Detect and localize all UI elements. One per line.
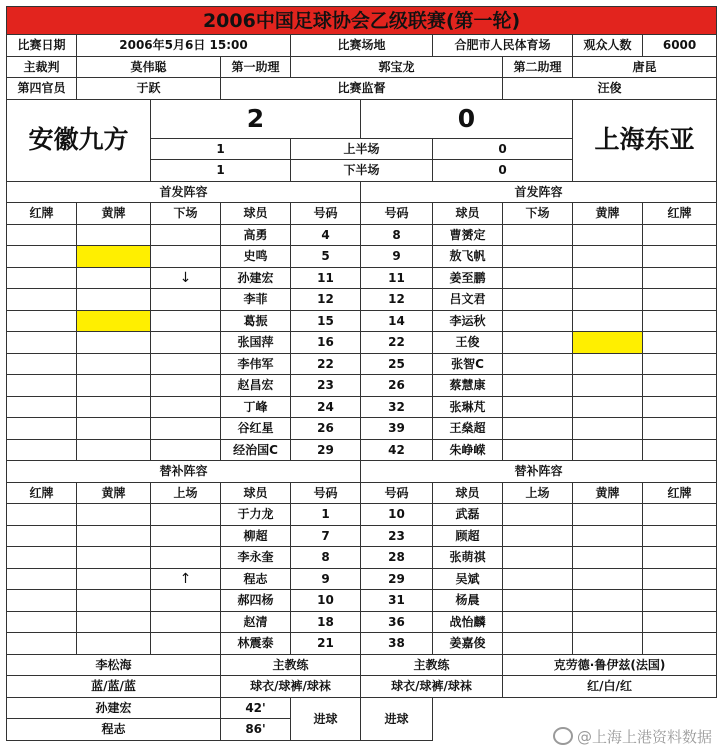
away-player-number: 10: [361, 504, 433, 526]
watermark-text: @上海上港资料数据: [576, 728, 712, 746]
home-red-card-cell: [7, 375, 77, 397]
home-player-name: 李永奎: [221, 547, 291, 569]
supervisor-label: 比赛监督: [221, 78, 503, 100]
away-player-name: 吕文君: [433, 289, 503, 311]
away-sub-marker: [503, 396, 573, 418]
first-half-label: 上半场: [291, 138, 433, 160]
away-player-number: 14: [361, 310, 433, 332]
home-sub-marker: [151, 633, 221, 655]
away-player-name: 蔡慧康: [433, 375, 503, 397]
away-red-card-cell: [643, 224, 717, 246]
lineup-row: [7, 353, 717, 375]
away-red-card-cell: [643, 289, 717, 311]
away-yellow-card-cell: [573, 418, 643, 440]
away-yellow-card-cell: [573, 568, 643, 590]
away-sub-marker: [503, 568, 573, 590]
home-player-name: 李菲: [221, 289, 291, 311]
home-red-card-cell: [7, 332, 77, 354]
match-report-table: [6, 6, 717, 741]
home-player-name: 谷红星: [221, 418, 291, 440]
lineup-row: [7, 547, 717, 569]
away-player-number: 38: [361, 633, 433, 655]
home-red-card-cell: [7, 224, 77, 246]
lineup-row: [7, 310, 717, 332]
home-yellow-card-cell: [77, 547, 151, 569]
home-player-number: 16: [291, 332, 361, 354]
home-player-name: 经治国C: [221, 439, 291, 461]
away-player-number: 8: [361, 224, 433, 246]
home-kit-label: 球衣/球裤/球袜: [221, 676, 361, 698]
away-yellow-card-cell: [573, 633, 643, 655]
away-player-name: 曹赟定: [433, 224, 503, 246]
away-player-number: 22: [361, 332, 433, 354]
home-player-number: 7: [291, 525, 361, 547]
home-sub-marker: [151, 289, 221, 311]
home-red-card-cell: [7, 590, 77, 612]
col-red-card: 红牌: [643, 482, 717, 504]
away-yellow-card-cell: [573, 353, 643, 375]
home-team-name: 安徽九方: [7, 99, 151, 181]
lineup-row: [7, 375, 717, 397]
home-player-number: 21: [291, 633, 361, 655]
lineup-row: [7, 568, 717, 590]
away-sub-marker: [503, 289, 573, 311]
col-number: 号码: [361, 203, 433, 225]
away-yellow-card-cell: [573, 439, 643, 461]
away-subs-header: 替补阵容: [361, 461, 717, 483]
away-goals-label: 进球: [361, 697, 433, 740]
away-sub-marker: [503, 633, 573, 655]
home-player-number: 1: [291, 504, 361, 526]
col-player: 球员: [221, 482, 291, 504]
away-player-name: 战怡麟: [433, 611, 503, 633]
match-report-sheet: [6, 6, 716, 741]
col-number: 号码: [291, 482, 361, 504]
home-red-card-cell: [7, 310, 77, 332]
away-yellow-card-cell: [573, 224, 643, 246]
away-player-name: 姜至鹏: [433, 267, 503, 289]
col-number: 号码: [291, 203, 361, 225]
home-yellow-card-cell: [77, 504, 151, 526]
away-sub-marker: [503, 525, 573, 547]
away-sub-marker: [503, 418, 573, 440]
watermark: [553, 726, 712, 747]
home-player-number: 5: [291, 246, 361, 268]
away-player-number: 29: [361, 568, 433, 590]
home-player-name: 郝四杨: [221, 590, 291, 612]
home-red-card-cell: [7, 289, 77, 311]
home-player-name: 高勇: [221, 224, 291, 246]
home-player-name: 赵昌宏: [221, 375, 291, 397]
away-red-card-cell: [643, 267, 717, 289]
home-starting-header: 首发阵容: [7, 181, 361, 203]
away-player-name: 张智C: [433, 353, 503, 375]
away-player-name: 顾超: [433, 525, 503, 547]
away-player-number: 26: [361, 375, 433, 397]
venue-label: 比赛场地: [291, 35, 433, 57]
away-red-card-cell: [643, 310, 717, 332]
away-sub-marker: [503, 439, 573, 461]
home-second-half-score: 1: [151, 160, 291, 182]
home-coach-name: 李松海: [7, 654, 221, 676]
away-yellow-card-cell: [573, 310, 643, 332]
away-yellow-card-cell: [573, 246, 643, 268]
home-red-card-cell: [7, 246, 77, 268]
col-off: 下场: [503, 203, 573, 225]
away-player-number: 25: [361, 353, 433, 375]
away-red-card-cell: [643, 568, 717, 590]
home-yellow-card-cell: [77, 611, 151, 633]
away-player-name: 王俊: [433, 332, 503, 354]
home-yellow-card-cell: [77, 525, 151, 547]
home-sub-marker: [151, 310, 221, 332]
home-first-half-score: 1: [151, 138, 291, 160]
lineup-row: [7, 418, 717, 440]
away-player-number: 28: [361, 547, 433, 569]
home-player-number: 10: [291, 590, 361, 612]
col-on: 上场: [503, 482, 573, 504]
away-sub-marker: [503, 375, 573, 397]
home-yellow-card-cell: [77, 246, 151, 268]
col-on: 上场: [151, 482, 221, 504]
substitutes-rows: [7, 504, 717, 655]
home-red-card-cell: [7, 611, 77, 633]
home-red-card-cell: [7, 633, 77, 655]
away-player-number: 9: [361, 246, 433, 268]
away-player-number: 11: [361, 267, 433, 289]
home-yellow-card-cell: [77, 267, 151, 289]
home-sub-marker: [151, 590, 221, 612]
col-yellow-card: 黄牌: [573, 203, 643, 225]
home-yellow-card-cell: [77, 332, 151, 354]
home-player-number: 15: [291, 310, 361, 332]
goal-minute-2: 86': [221, 719, 291, 741]
away-red-card-cell: [643, 332, 717, 354]
home-yellow-card-cell: [77, 289, 151, 311]
home-yellow-card-cell: [77, 568, 151, 590]
away-red-card-cell: [643, 375, 717, 397]
away-yellow-card-cell: [573, 289, 643, 311]
home-player-name: 程志: [221, 568, 291, 590]
attendance-label: 观众人数: [573, 35, 643, 57]
home-yellow-card-cell: [77, 439, 151, 461]
home-yellow-card-cell: [77, 375, 151, 397]
away-red-card-cell: [643, 246, 717, 268]
fourth-official-label: 第四官员: [7, 78, 77, 100]
lineup-row: [7, 504, 717, 526]
home-player-name: 葛振: [221, 310, 291, 332]
report-title: 2006中国足球协会乙级联赛(第一轮): [7, 7, 717, 35]
home-yellow-card-cell: [77, 353, 151, 375]
away-second-half-score: 0: [433, 160, 573, 182]
home-player-number: 22: [291, 353, 361, 375]
home-yellow-card-cell: [77, 633, 151, 655]
away-coach-label: 主教练: [361, 654, 503, 676]
away-sub-marker: [503, 224, 573, 246]
home-red-card-cell: [7, 525, 77, 547]
col-player: 球员: [433, 482, 503, 504]
home-player-number: 18: [291, 611, 361, 633]
home-player-number: 11: [291, 267, 361, 289]
date-value: 2006年5月6日 15:00: [77, 35, 291, 57]
goal-scorer-1: 孙建宏: [7, 697, 221, 719]
home-sub-marker: [151, 439, 221, 461]
assistant1-label: 第一助理: [221, 56, 291, 78]
starting-lineup-rows: [7, 224, 717, 461]
col-red-card: 红牌: [7, 482, 77, 504]
lineup-row: [7, 439, 717, 461]
home-yellow-card-cell: [77, 590, 151, 612]
home-kit-colors: 蓝/蓝/蓝: [7, 676, 221, 698]
lineup-row: [7, 267, 717, 289]
away-red-card-cell: [643, 633, 717, 655]
home-player-name: 林震泰: [221, 633, 291, 655]
home-score: 2: [151, 99, 361, 138]
lineup-row: [7, 289, 717, 311]
assistant2-label: 第二助理: [503, 56, 573, 78]
assistant2-value: 唐昆: [573, 56, 717, 78]
second-half-label: 下半场: [291, 160, 433, 182]
goal-minute-1: 42': [221, 697, 291, 719]
away-player-name: 朱峥嵘: [433, 439, 503, 461]
home-player-name: 史鸣: [221, 246, 291, 268]
away-player-number: 32: [361, 396, 433, 418]
away-score: 0: [361, 99, 573, 138]
lineup-row: [7, 525, 717, 547]
away-player-name: 王燊超: [433, 418, 503, 440]
home-red-card-cell: [7, 504, 77, 526]
away-red-card-cell: [643, 353, 717, 375]
home-sub-marker: [151, 353, 221, 375]
home-player-name: 赵清: [221, 611, 291, 633]
home-sub-marker: [151, 375, 221, 397]
away-red-card-cell: [643, 611, 717, 633]
home-red-card-cell: [7, 396, 77, 418]
home-coach-label: 主教练: [221, 654, 361, 676]
away-player-name: 张琳芃: [433, 396, 503, 418]
home-sub-marker: [151, 246, 221, 268]
col-red-card: 红牌: [7, 203, 77, 225]
away-sub-marker: [503, 246, 573, 268]
fourth-official-value: 于跃: [77, 78, 221, 100]
home-player-number: 26: [291, 418, 361, 440]
col-yellow-card: 黄牌: [573, 482, 643, 504]
home-player-name: 张国萍: [221, 332, 291, 354]
away-red-card-cell: [643, 525, 717, 547]
col-yellow-card: 黄牌: [77, 203, 151, 225]
away-player-name: 杨晨: [433, 590, 503, 612]
lineup-row: [7, 590, 717, 612]
home-red-card-cell: [7, 547, 77, 569]
goal-scorer-2: 程志: [7, 719, 221, 741]
lineup-row: [7, 611, 717, 633]
home-sub-marker: [151, 332, 221, 354]
away-yellow-card-cell: [573, 611, 643, 633]
away-player-number: 39: [361, 418, 433, 440]
away-yellow-card-cell: [573, 375, 643, 397]
away-kit-label: 球衣/球裤/球袜: [361, 676, 503, 698]
away-sub-marker: [503, 332, 573, 354]
away-sub-marker: [503, 353, 573, 375]
away-sub-marker: [503, 547, 573, 569]
home-sub-marker: [151, 525, 221, 547]
col-red-card: 红牌: [643, 203, 717, 225]
referee-label: 主裁判: [7, 56, 77, 78]
weibo-icon: [553, 727, 573, 745]
home-player-number: 24: [291, 396, 361, 418]
home-player-number: 29: [291, 439, 361, 461]
away-player-name: 敖飞帆: [433, 246, 503, 268]
away-player-name: 李运秋: [433, 310, 503, 332]
away-first-half-score: 0: [433, 138, 573, 160]
home-yellow-card-cell: [77, 418, 151, 440]
col-yellow-card: 黄牌: [77, 482, 151, 504]
away-red-card-cell: [643, 547, 717, 569]
away-yellow-card-cell: [573, 396, 643, 418]
away-sub-marker: [503, 504, 573, 526]
away-red-card-cell: [643, 439, 717, 461]
lineup-row: [7, 246, 717, 268]
home-yellow-card-cell: [77, 396, 151, 418]
home-yellow-card-cell: [77, 224, 151, 246]
away-player-name: 武磊: [433, 504, 503, 526]
away-coach-name: 克劳德·鲁伊兹(法国): [503, 654, 717, 676]
away-yellow-card-cell: [573, 525, 643, 547]
attendance-value: 6000: [643, 35, 717, 57]
assistant1-value: 郭宝龙: [291, 56, 503, 78]
col-number: 号码: [361, 482, 433, 504]
away-yellow-card-cell: [573, 547, 643, 569]
venue-value: 合肥市人民体育场: [433, 35, 573, 57]
away-sub-marker: [503, 310, 573, 332]
away-team-name: 上海东亚: [573, 99, 717, 181]
home-sub-marker: [151, 547, 221, 569]
home-red-card-cell: [7, 568, 77, 590]
home-player-name: 于力龙: [221, 504, 291, 526]
away-player-number: 36: [361, 611, 433, 633]
lineup-row: [7, 633, 717, 655]
away-red-card-cell: [643, 418, 717, 440]
away-red-card-cell: [643, 504, 717, 526]
date-label: 比赛日期: [7, 35, 77, 57]
home-sub-marker: [151, 224, 221, 246]
lineup-row: [7, 396, 717, 418]
away-yellow-card-cell: [573, 590, 643, 612]
away-player-number: 12: [361, 289, 433, 311]
away-sub-marker: [503, 611, 573, 633]
home-red-card-cell: [7, 353, 77, 375]
away-player-name: 姜嘉俊: [433, 633, 503, 655]
col-off: 下场: [151, 203, 221, 225]
home-subs-header: 替补阵容: [7, 461, 361, 483]
away-yellow-card-cell: [573, 267, 643, 289]
home-red-card-cell: [7, 439, 77, 461]
away-red-card-cell: [643, 590, 717, 612]
away-kit-colors: 红/白/红: [503, 676, 717, 698]
away-red-card-cell: [643, 396, 717, 418]
home-red-card-cell: [7, 418, 77, 440]
away-player-number: 42: [361, 439, 433, 461]
away-sub-marker: [503, 267, 573, 289]
home-player-name: 李伟军: [221, 353, 291, 375]
home-yellow-card-cell: [77, 310, 151, 332]
home-player-number: 12: [291, 289, 361, 311]
home-sub-marker: ↑: [151, 568, 221, 590]
away-yellow-card-cell: [573, 504, 643, 526]
home-red-card-cell: [7, 267, 77, 289]
away-sub-marker: [503, 590, 573, 612]
home-sub-marker: ↓: [151, 267, 221, 289]
home-sub-marker: [151, 611, 221, 633]
away-player-name: 张萌祺: [433, 547, 503, 569]
home-player-number: 8: [291, 547, 361, 569]
away-player-name: 吴斌: [433, 568, 503, 590]
referee-value: 莫伟聪: [77, 56, 221, 78]
home-sub-marker: [151, 504, 221, 526]
home-sub-marker: [151, 396, 221, 418]
lineup-row: [7, 332, 717, 354]
away-player-number: 23: [361, 525, 433, 547]
home-player-name: 柳超: [221, 525, 291, 547]
home-player-name: 丁峰: [221, 396, 291, 418]
col-player: 球员: [221, 203, 291, 225]
home-player-number: 9: [291, 568, 361, 590]
lineup-row: [7, 224, 717, 246]
home-goals-label: 进球: [291, 697, 361, 740]
away-yellow-card-cell: [573, 332, 643, 354]
supervisor-value: 汪俊: [503, 78, 717, 100]
away-player-number: 31: [361, 590, 433, 612]
col-player: 球员: [433, 203, 503, 225]
away-starting-header: 首发阵容: [361, 181, 717, 203]
home-player-number: 4: [291, 224, 361, 246]
home-player-number: 23: [291, 375, 361, 397]
home-sub-marker: [151, 418, 221, 440]
home-player-name: 孙建宏: [221, 267, 291, 289]
